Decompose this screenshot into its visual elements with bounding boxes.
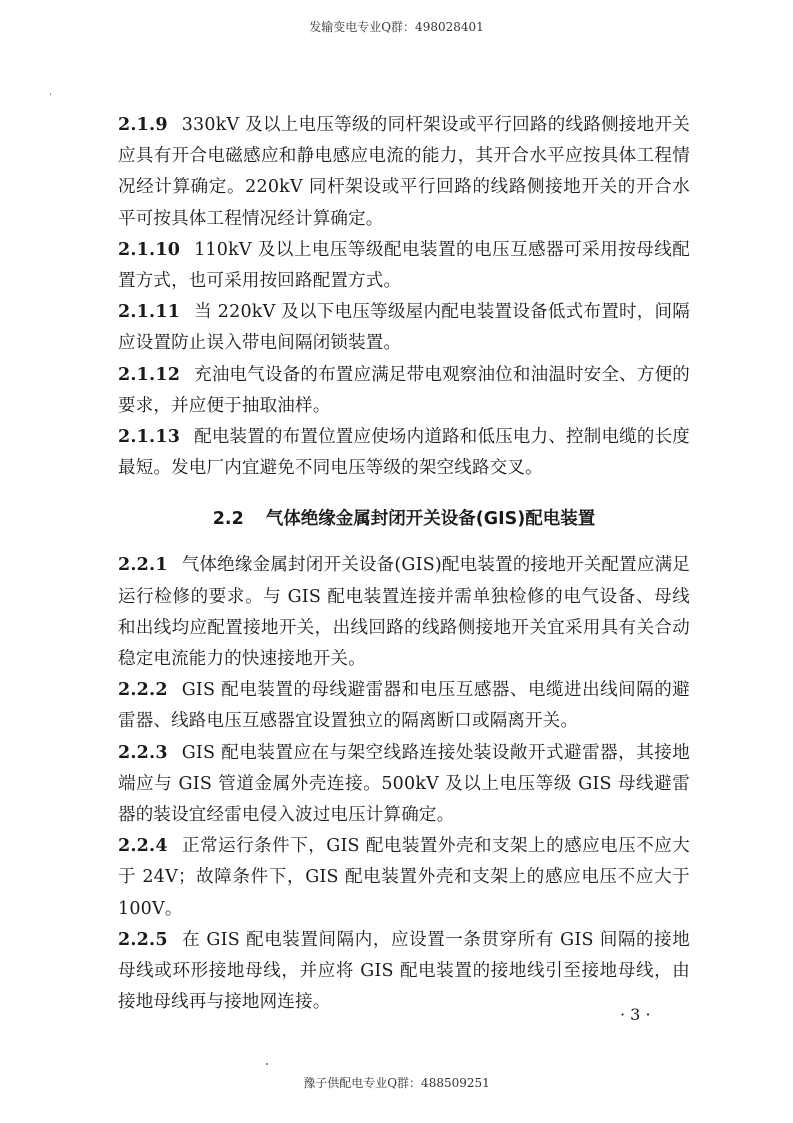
section-title: 气体绝缘金属封闭开关设备(GIS)配电装置: [265, 509, 596, 530]
clause-number: 2.1.10: [118, 239, 181, 260]
watermark-bottom: 豫子供配电专业Q群：488509251: [303, 1076, 490, 1090]
clause-text: 充油电气设备的布置应满足带电观察油位和油温时安全、方便的要求，并应便于抽取油样。: [118, 364, 690, 416]
clause-2-1-9: [118, 110, 690, 235]
clause-number: 2.1.9: [118, 115, 168, 135]
clause-number: 2.2.2: [118, 680, 168, 701]
clause-text: GIS 配电装置的母线避雷器和电压互感器、电缆进出线间隔的避雷器、线路电压互感器宜设置独立的隔离断口或隔离开关。: [118, 680, 690, 732]
clause-2-2-3: [118, 738, 690, 832]
page-number: · 3 ·: [620, 1005, 651, 1024]
footer-dot: [266, 1063, 268, 1065]
clause-text: 330kV 及以上电压等级的同杆架设或平行回路的线路侧接地开关应具有开合电磁感应和静电感应电流的能力，其开合水平应按具体工程情况经计算确定。220kV 同杆架设或平行回路的线路侧接地开关的开合水平可按具体工程情况经计算确定。: [118, 115, 690, 229]
clause-text: GIS 配电装置应在与架空线路连接处装设敞开式避雷器，其接地端应与 GIS 管道金属外壳连接。500kV 及以上电压等级 GIS 母线避雷器的装设宜经雷电侵入波过电压计算确定。: [118, 742, 690, 826]
clause-2-1-13: [118, 422, 690, 484]
clause-2-2-5: [118, 925, 690, 1019]
clause-number: 2.1.12: [118, 364, 181, 385]
clause-number: 2.2.3: [118, 742, 168, 763]
clause-text: 当 220kV 及以下电压等级屋内配电装置设备低式布置时，间隔应设置防止误入带电间隔闭锁装置。: [118, 302, 690, 354]
clause-text: 气体绝缘金属封闭开关设备(GIS)配电装置的接地开关配置应满足运行检修的要求。与 GIS 配电装置连接并需单独检修的电气设备、母线和出线均应配置接地开关，出线回路的线路侧接地开关宜采用具有关合动稳定电流能力的快速接地开关。: [118, 555, 690, 670]
clause-number: 2.2.4: [118, 836, 168, 857]
watermark-top: 发输变电专业Q群：498028401: [309, 20, 484, 34]
clause-number: 2.1.13: [118, 427, 181, 448]
clause-2-1-10: [118, 235, 690, 297]
clause-text: 配电装置的布置位置应使场内道路和低压电力、控制电缆的长度最短。发电厂内宜避免不同电压等级的架空线路交叉。: [118, 427, 690, 479]
clause-text: 110kV 及以上电压等级配电装置的电压互感器可采用按母线配置方式，也可采用按回路配置方式。: [118, 239, 690, 292]
clause-2-2-4: [118, 831, 690, 925]
section-heading: [118, 504, 690, 534]
clause-2-2-2: [118, 675, 690, 737]
clause-text: 正常运行条件下，GIS 配电装置外壳和支架上的感应电压不应大于 24V；故障条件下，GIS 配电装置外壳和支架上的感应电压不应大于 100V。: [118, 836, 690, 919]
clause-2-1-12: [118, 360, 690, 422]
clause-2-1-11: [118, 297, 690, 359]
clause-2-2-1: [118, 550, 690, 675]
clause-number: 2.2.5: [118, 929, 168, 950]
section-number: 2.2: [212, 509, 244, 530]
clause-number: 2.1.11: [118, 302, 181, 323]
clause-text: 在 GIS 配电装置间隔内，应设置一条贯穿所有 GIS 间隔的接地母线或环形接地母线，并应将 GIS 配电装置的接地线引至接地母线，由接地母线再与接地网连接。: [118, 929, 690, 1013]
clause-number: 2.2.1: [118, 555, 168, 576]
document-body: [118, 110, 690, 1018]
margin-mark: [50, 93, 51, 95]
